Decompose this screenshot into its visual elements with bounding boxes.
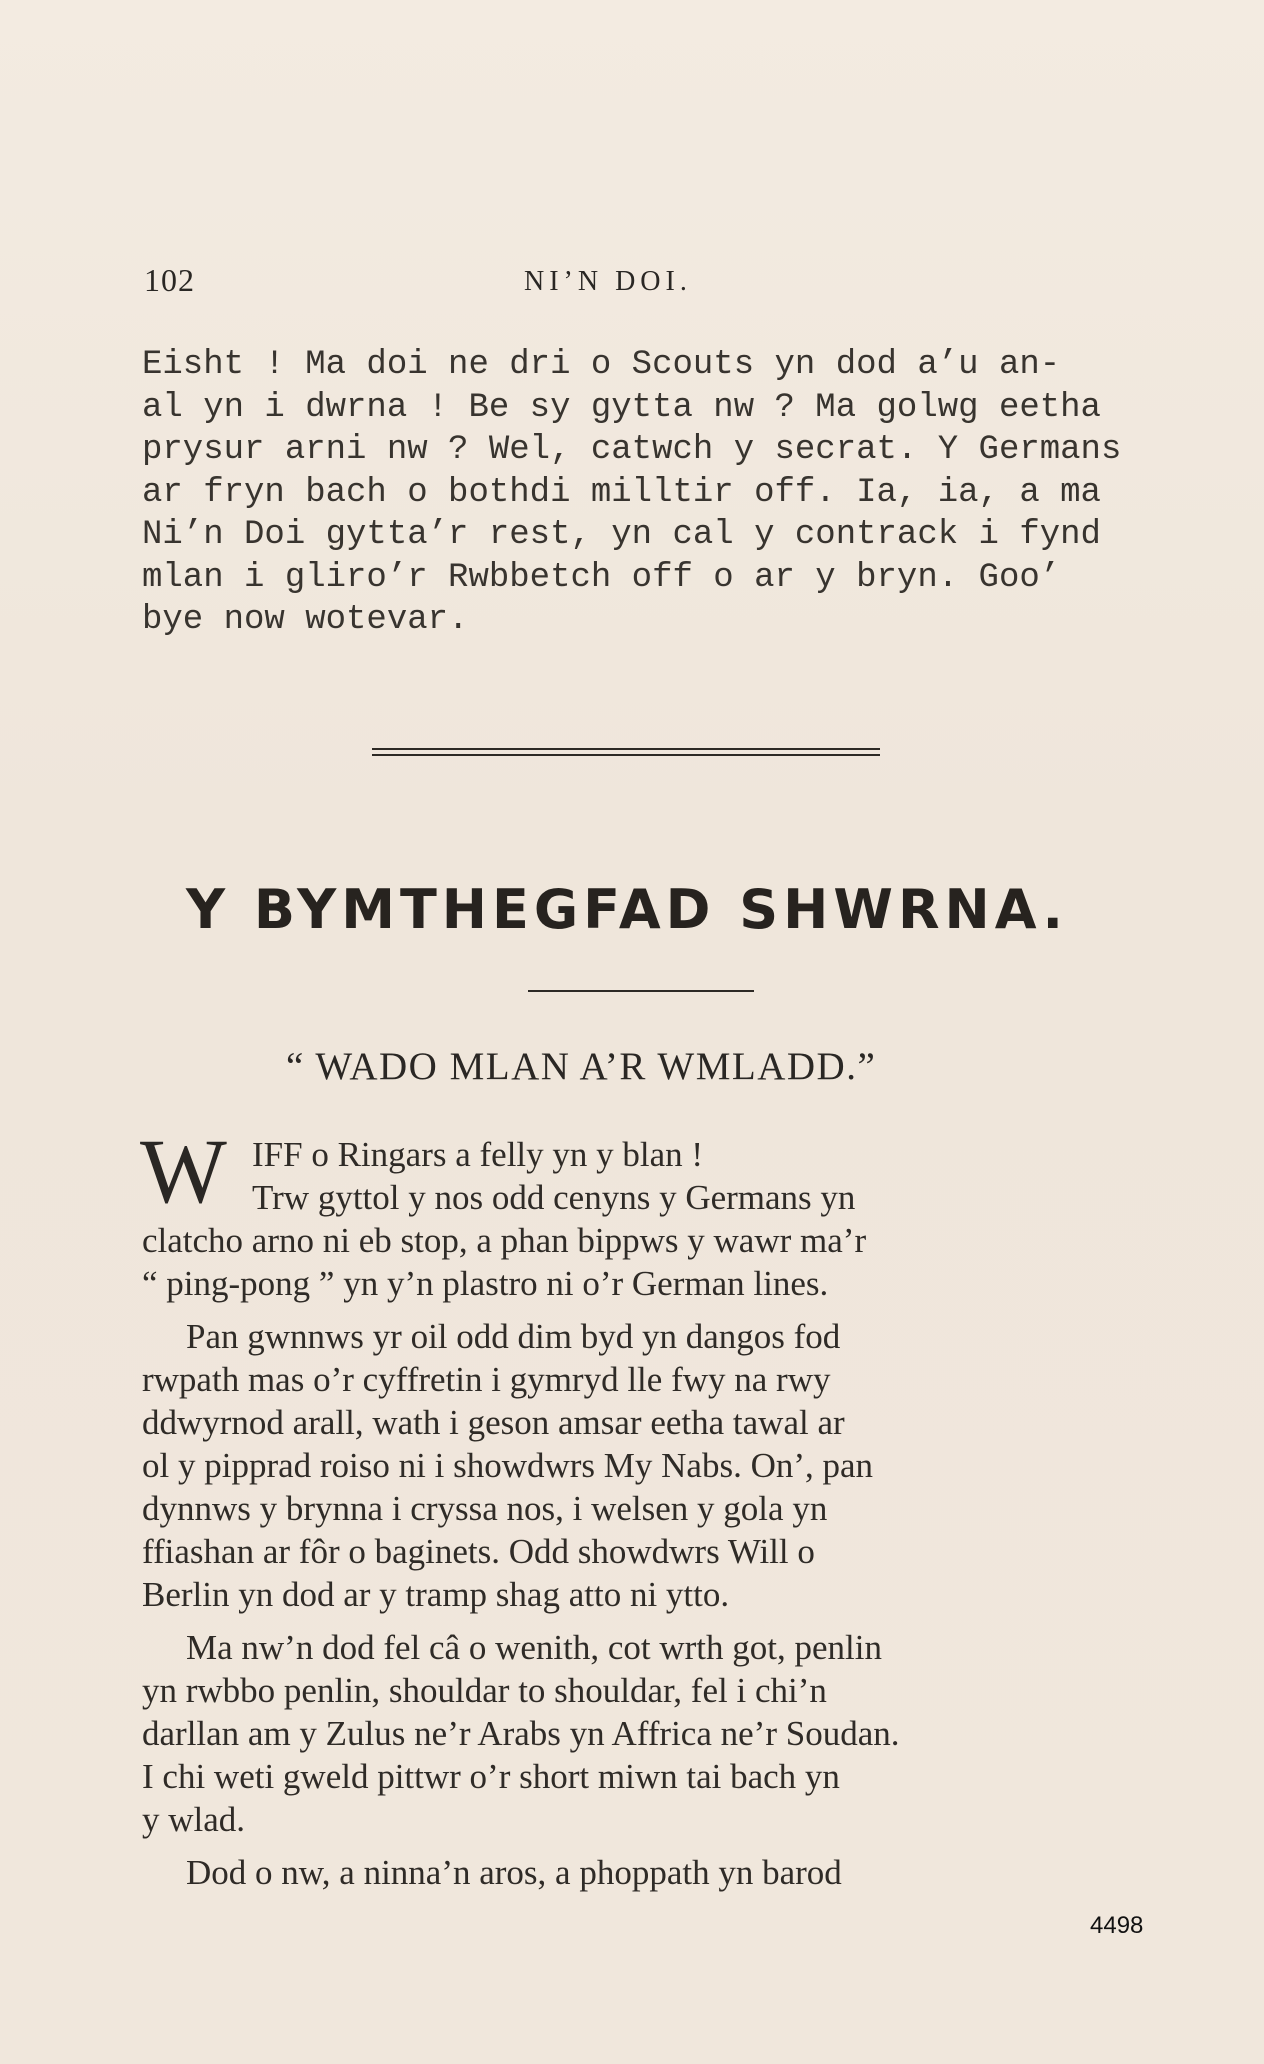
title-rule (528, 990, 754, 992)
typed-line: ar fryn bach o bothdi milltir off. Ia, ia, a ma (142, 473, 1101, 512)
typed-line: prysur arni nw ? Wel, catwch y secrat. Y Germans (142, 431, 1122, 469)
body-line: clatcho arno ni eb stop, a phan bippws y wawr ma’r (142, 1221, 867, 1260)
paragraph-gap (142, 1305, 1147, 1315)
body-line: I chi weti gweld pittwr o’r short miwn tai bach yn (142, 1757, 840, 1796)
paragraph-gap (142, 1841, 1147, 1851)
body-line: Ma nw’n dod fel câ o wenith, cot wrth got, penlin (186, 1628, 882, 1667)
paragraph-gap (142, 1616, 1147, 1626)
body-line: Berlin yn dod ar y tramp shag atto ni ytto. (142, 1575, 730, 1614)
body-line: IFF o Ringars a felly yn y blan ! (252, 1135, 704, 1174)
chapter-title-text: Y BYMTHEGFAD SHWRNA. (186, 878, 1069, 941)
body-line: ffiashan ar fôr o baginets. Odd showdwrs Will o (142, 1532, 815, 1571)
running-title: NI’N DOI. (524, 266, 692, 297)
page-number: 102 (144, 262, 195, 298)
catalogue-number: 4498 (1090, 1912, 1144, 1939)
body-line: Dod o nw, a ninna’n aros, a phoppath yn barod (186, 1853, 842, 1892)
typed-line: Ni’n Doi gytta’r rest, yn cal y contrack i fynd (142, 516, 1101, 554)
drop-cap: W (140, 1120, 227, 1222)
body-line: “ ping-pong ” yn y’n plastro ni o’r German lines. (142, 1264, 829, 1303)
typed-line: Eisht ! Ma doi ne dri o Scouts yn dod a’u an- (142, 346, 1061, 384)
chapter-subtitle: “ WADO MLAN A’R WMLADD.” (286, 1045, 877, 1088)
body-line: rwpath mas o’r cyffretin i gymryd lle fwy na rwy (142, 1360, 831, 1399)
typed-line: al yn i dwrna ! Be sy gytta nw ? Ma golwg eetha (142, 388, 1101, 427)
chapter-title (186, 878, 1156, 941)
typed-letter-text (142, 344, 1152, 642)
body-line: dynnws y brynna i cryssa nos, i welsen y gola yn (142, 1489, 828, 1528)
body-line: darllan am y Zulus ne’r Arabs yn Affrica ne’r Soudan. (142, 1714, 900, 1753)
chapter-body (142, 1133, 1147, 1894)
body-line: Pan gwnnws yr oil odd dim byd yn dangos fod (186, 1317, 841, 1356)
section-divider (372, 748, 880, 758)
typed-line: bye now wotevar. (142, 601, 469, 639)
body-line: yn rwbbo penlin, shouldar to shouldar, fel i chi’n (142, 1671, 827, 1710)
body-line: ol y pipprad roiso ni i showdwrs My Nabs. On’, pan (142, 1446, 874, 1485)
typed-line: mlan i gliro’r Rwbbetch off o ar y bryn. Goo’ (142, 558, 1061, 597)
body-line: Trw gyttol y nos odd cenyns y Germans yn (252, 1178, 856, 1217)
body-line: ddwyrnod arall, wath i geson amsar eetha tawal ar (142, 1403, 845, 1442)
page-header (144, 262, 1144, 310)
body-line: y wlad. (142, 1800, 246, 1839)
